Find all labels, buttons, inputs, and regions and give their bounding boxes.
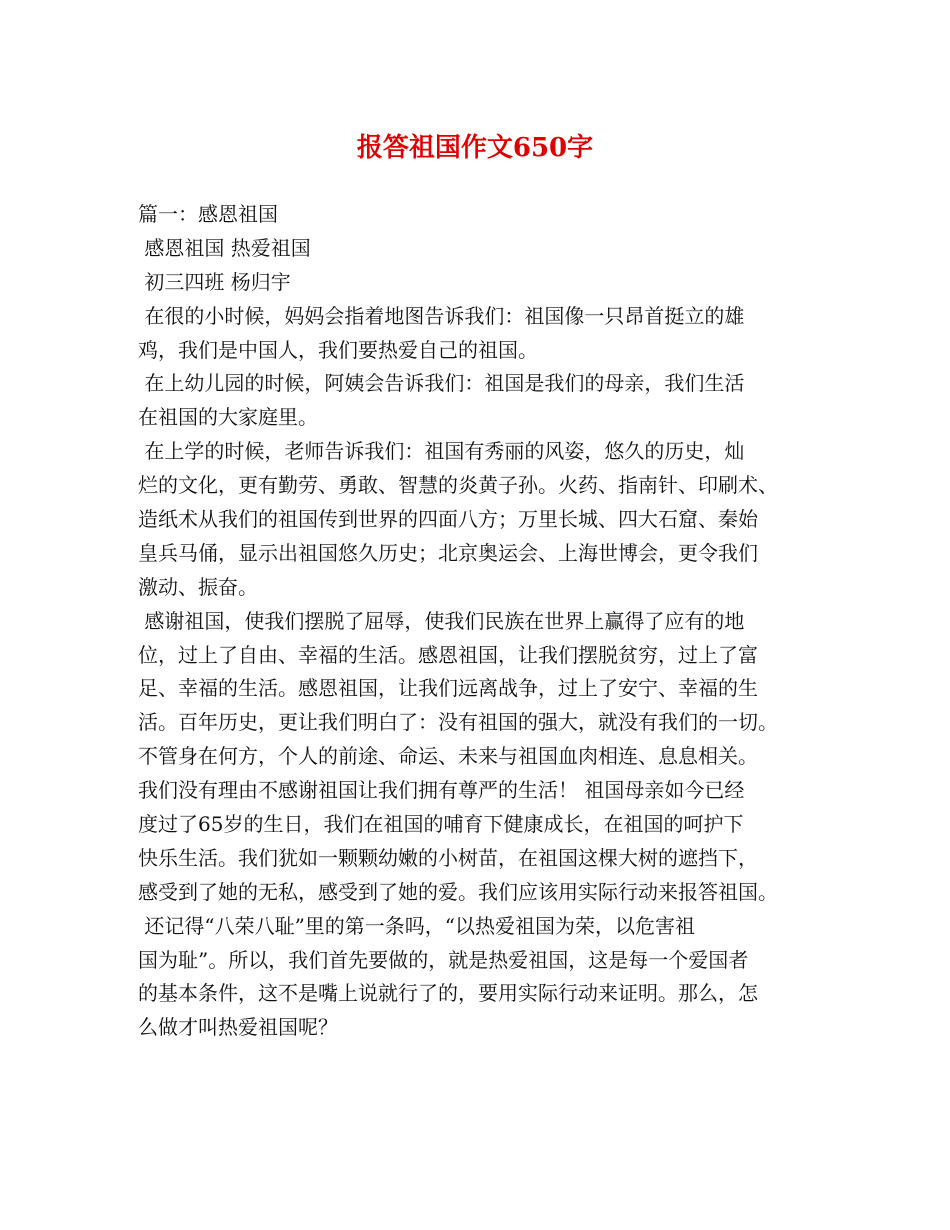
text-line: 活。百年历史，更让我们明白了：没有祖国的强大，就没有我们的一切。 (138, 710, 778, 735)
document-title: 报答祖国作文650字 (356, 133, 594, 163)
text-line: 国为耻”。所以，我们首先要做的，就是热爱祖国，这是每一个爱国者 (138, 947, 749, 972)
text-line: 初三四班 杨归宇 (138, 269, 291, 294)
text-line: 造纸术从我们的祖国传到世界的四面八方；万里长城、四大石窟、秦始 (138, 507, 758, 532)
text-line: 的基本条件，这不是嘴上说就行了的，要用实际行动来证明。那么，怎 (138, 981, 758, 1006)
text-line: 激动、振奋。 (138, 574, 258, 599)
text-line: 我们没有理由不感谢祖国让我们拥有尊严的生活！ 祖国母亲如今已经 (138, 778, 745, 803)
text-line: 快乐生活。我们犹如一颗颗幼嫩的小树苗，在祖国这棵大树的遮挡下， (138, 845, 758, 870)
text-line: 不管身在何方，个人的前途、命运、未来与祖国血肉相连、息息相关。 (138, 744, 758, 769)
text-line: 皇兵马俑，显示出祖国悠久历史；北京奥运会、上海世博会，更令我们 (138, 540, 758, 565)
text-line: 感恩祖国 热爱祖国 (138, 235, 311, 260)
text-line: 在上学的时候，老师告诉我们：祖国有秀丽的风姿，悠久的历史，灿 (138, 439, 745, 464)
text-line: 度过了65岁的生日，我们在祖国的哺育下健康成长，在祖国的呵护下 (138, 812, 744, 837)
document-body (138, 198, 828, 1045)
text-line: 么做才叫热爱祖国呢？ (138, 1015, 338, 1040)
text-line: 足、幸福的生活。感恩祖国，让我们远离战争，过上了安宁、幸福的生 (138, 676, 758, 701)
text-line: 在上幼儿园的时候，阿姨会告诉我们：祖国是我们的母亲，我们生活 (138, 371, 745, 396)
text-line: 还记得“八荣八耻”里的第一条吗，“以热爱祖国为荣，以危害祖 (138, 913, 696, 938)
text-line: 烂的文化，更有勤劳、勇敢、智慧的炎黄子孙。火药、指南针、印刷术、 (138, 473, 778, 498)
text-line: 在很的小时候，妈妈会指着地图告诉我们：祖国像一只昂首挺立的雄 (138, 303, 745, 328)
text-line: 位，过上了自由、幸福的生活。感恩祖国，让我们摆脱贫穷，过上了富 (138, 642, 758, 667)
text-line: 感谢祖国，使我们摆脱了屈辱，使我们民族在世界上赢得了应有的地 (138, 608, 745, 633)
text-line: 鸡，我们是中国人，我们要热爱自己的祖国。 (138, 337, 538, 362)
text-line: 在祖国的大家庭里。 (138, 405, 318, 430)
text-line: 篇一：感恩祖国 (138, 202, 278, 226)
text-line: 感受到了她的无私，感受到了她的爱。我们应该用实际行动来报答祖国。 (138, 879, 778, 904)
